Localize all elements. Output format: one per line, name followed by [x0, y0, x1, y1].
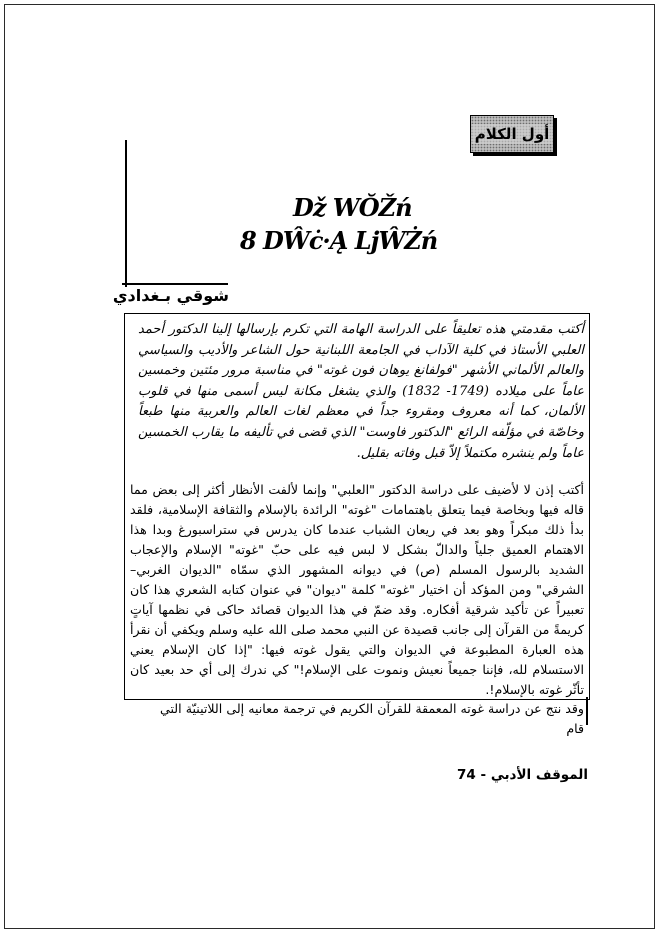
article-title-line-1: Dž WŎŽń [293, 193, 412, 222]
author-name: شوقي بـغدادي [112, 286, 229, 305]
author-rule [122, 283, 228, 285]
title-vertical-rule [125, 140, 127, 287]
section-badge [470, 115, 554, 153]
body-paragraph-2: وقد نتج عن دراسة غوته المعمقة للقرآن الكريم في ترجمة معانيه إلى اللاتينيّة التي قام [160, 701, 584, 736]
intro-paragraph: أكتب مقدمتي هذه تعليقاً على الدراسة الهامة التي تكرم بإرسالها إلينا الدكتور أحمد العلبي الأستاذ في كلية الآداب في الجامعة اللبنانية حول الشاعر والأديب والسياسي والعالم الألماني الأشهر "فولفانغ يوهان فون غوته" في مناسبة مرور مئتين وخمسين عاماً على ميلاده (1749- 1832) والذي يشغل مكانة ليس أسمى منها في قلوب الألمان، كما أنه معروف ومقروء جداً في معظم لغات العالم والعربية منها طبعاً وخاصّة في مؤلّفه الرائع "الدكتور فاوست" الذي قضى في تأليفه ما يقارب الخمسين عاماً ولم ينشره مكتملاً إلاّ قبل وفاته بقليل. [138, 322, 585, 461]
paragraph-marker-rule [586, 697, 588, 725]
page-footer: الموقف الأدبي - 74 [457, 767, 588, 783]
body-paragraph-1: أكتب إذن لا لأضيف على دراسة الدكتور "العلبي" وإنما لألفت الأنظار أكثر إلى بعض مما قاله فيها وبخاصة فيما يتعلق باهتمامات "غوته" الرائدة بالإسلام والثقافة الإسلامية، فلقد بدأ ذلك مبكراً وهو بعد في ريعان الشباب عندما كان يدرس في ستراسبورغ وبدا هذا الاهتمام العميق جلياً والدالّ بشكل لا لبس فيه على حبّ "غوته" الإسلام والإعجاب الشديد بالرسول المسلم (ص) في ديوانه المشهور الذي سمّاه "الديوان الغربي– الشرقي" ومن المؤكد أن اختيار "غوته" كلمة "ديوان" في عنوان كتابه الشعري هذا كان تعبيراً عن تأكيد شرقية أفكاره. وقد ضمّ في هذا الديوان قصائد حاكى في نظمها آياتٍ كريمةً من القرآن إلى جانب قصيدة عن النبي محمد صلى الله عليه وسلم ويكفي أن نقرأ هذه العبارة المطبوعة في الديوان والتي يقول غوته فيها: "إذا كان الإسلام يعني الاستسلام لله، فإننا جميعاً نعيش ونموت على الإسلام!" كي ندرك إلى أي حد بعيد كان تأثّر غوته بالإسلام!. [130, 482, 584, 697]
section-badge-label: أول الكلام [472, 124, 553, 144]
article-title-line-2: 8 DŴċ·Ą LjŴŻń [240, 226, 438, 255]
